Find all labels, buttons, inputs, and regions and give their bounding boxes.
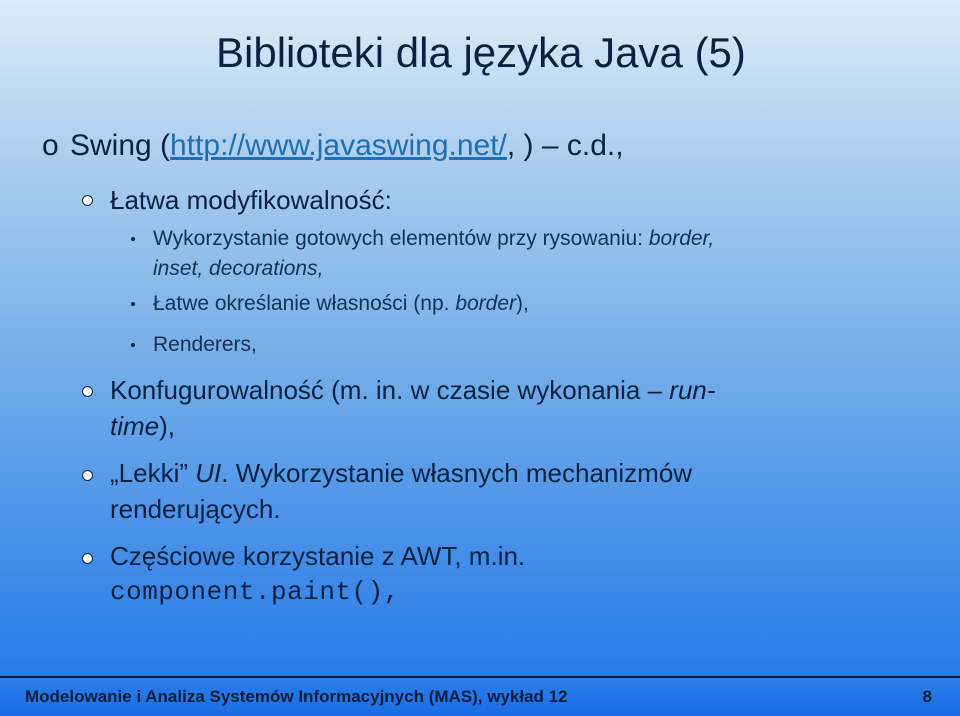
bullet-lightweight-ui-cont: renderujących. — [110, 494, 281, 524]
sub-bullet-renderers: Renderers, — [153, 333, 257, 356]
sub-bullet-properties: Łatwe określanie własności (np. border), — [153, 292, 529, 315]
sub-bullet-ready-elements: Wykorzystanie gotowych elementów przy rysowaniu: border, — [153, 227, 715, 250]
bullet-dot-icon — [82, 470, 93, 481]
footer-page-number: 8 — [922, 687, 932, 706]
swing-suffix: , ) – c.d., — [506, 129, 624, 162]
bullet-dot-icon — [82, 386, 93, 397]
footer-divider — [0, 676, 960, 678]
bullet-dot-icon — [82, 195, 93, 206]
bullet-configurability-cont: time), — [110, 411, 176, 441]
bullet-modifiability: Łatwa modyfikowalność: — [110, 185, 392, 215]
sub-bullet-ready-elements-cont: inset, decorations, — [153, 257, 324, 280]
bullet-dot-icon — [82, 553, 93, 564]
javaswing-link[interactable]: http://www.javaswing.net/ — [170, 129, 507, 162]
footer-course-title: Modelowanie i Analiza Systemów Informacyjnych (MAS), wykład 12 — [25, 687, 568, 706]
code-component-paint: component.paint(), — [110, 577, 400, 607]
sub-bullet-icon — [131, 302, 135, 306]
bullet-configurability: Konfugurowalność (m. in. w czasie wykonania – run- — [110, 375, 716, 405]
swing-heading — [70, 128, 624, 164]
bullet-lightweight-ui: „Lekki” UI. Wykorzystanie własnych mechanizmów — [110, 458, 693, 488]
sub-bullet-icon — [131, 343, 135, 347]
slide-footer — [0, 676, 960, 716]
sub-bullet-icon — [131, 237, 135, 241]
bullet-awt: Częściowe korzystanie z AWT, m.in. — [110, 541, 526, 571]
slide-title: Biblioteki dla języka Java (5) — [216, 29, 746, 76]
circle-bullet-icon: o — [42, 129, 59, 162]
swing-prefix: Swing ( — [70, 129, 171, 162]
